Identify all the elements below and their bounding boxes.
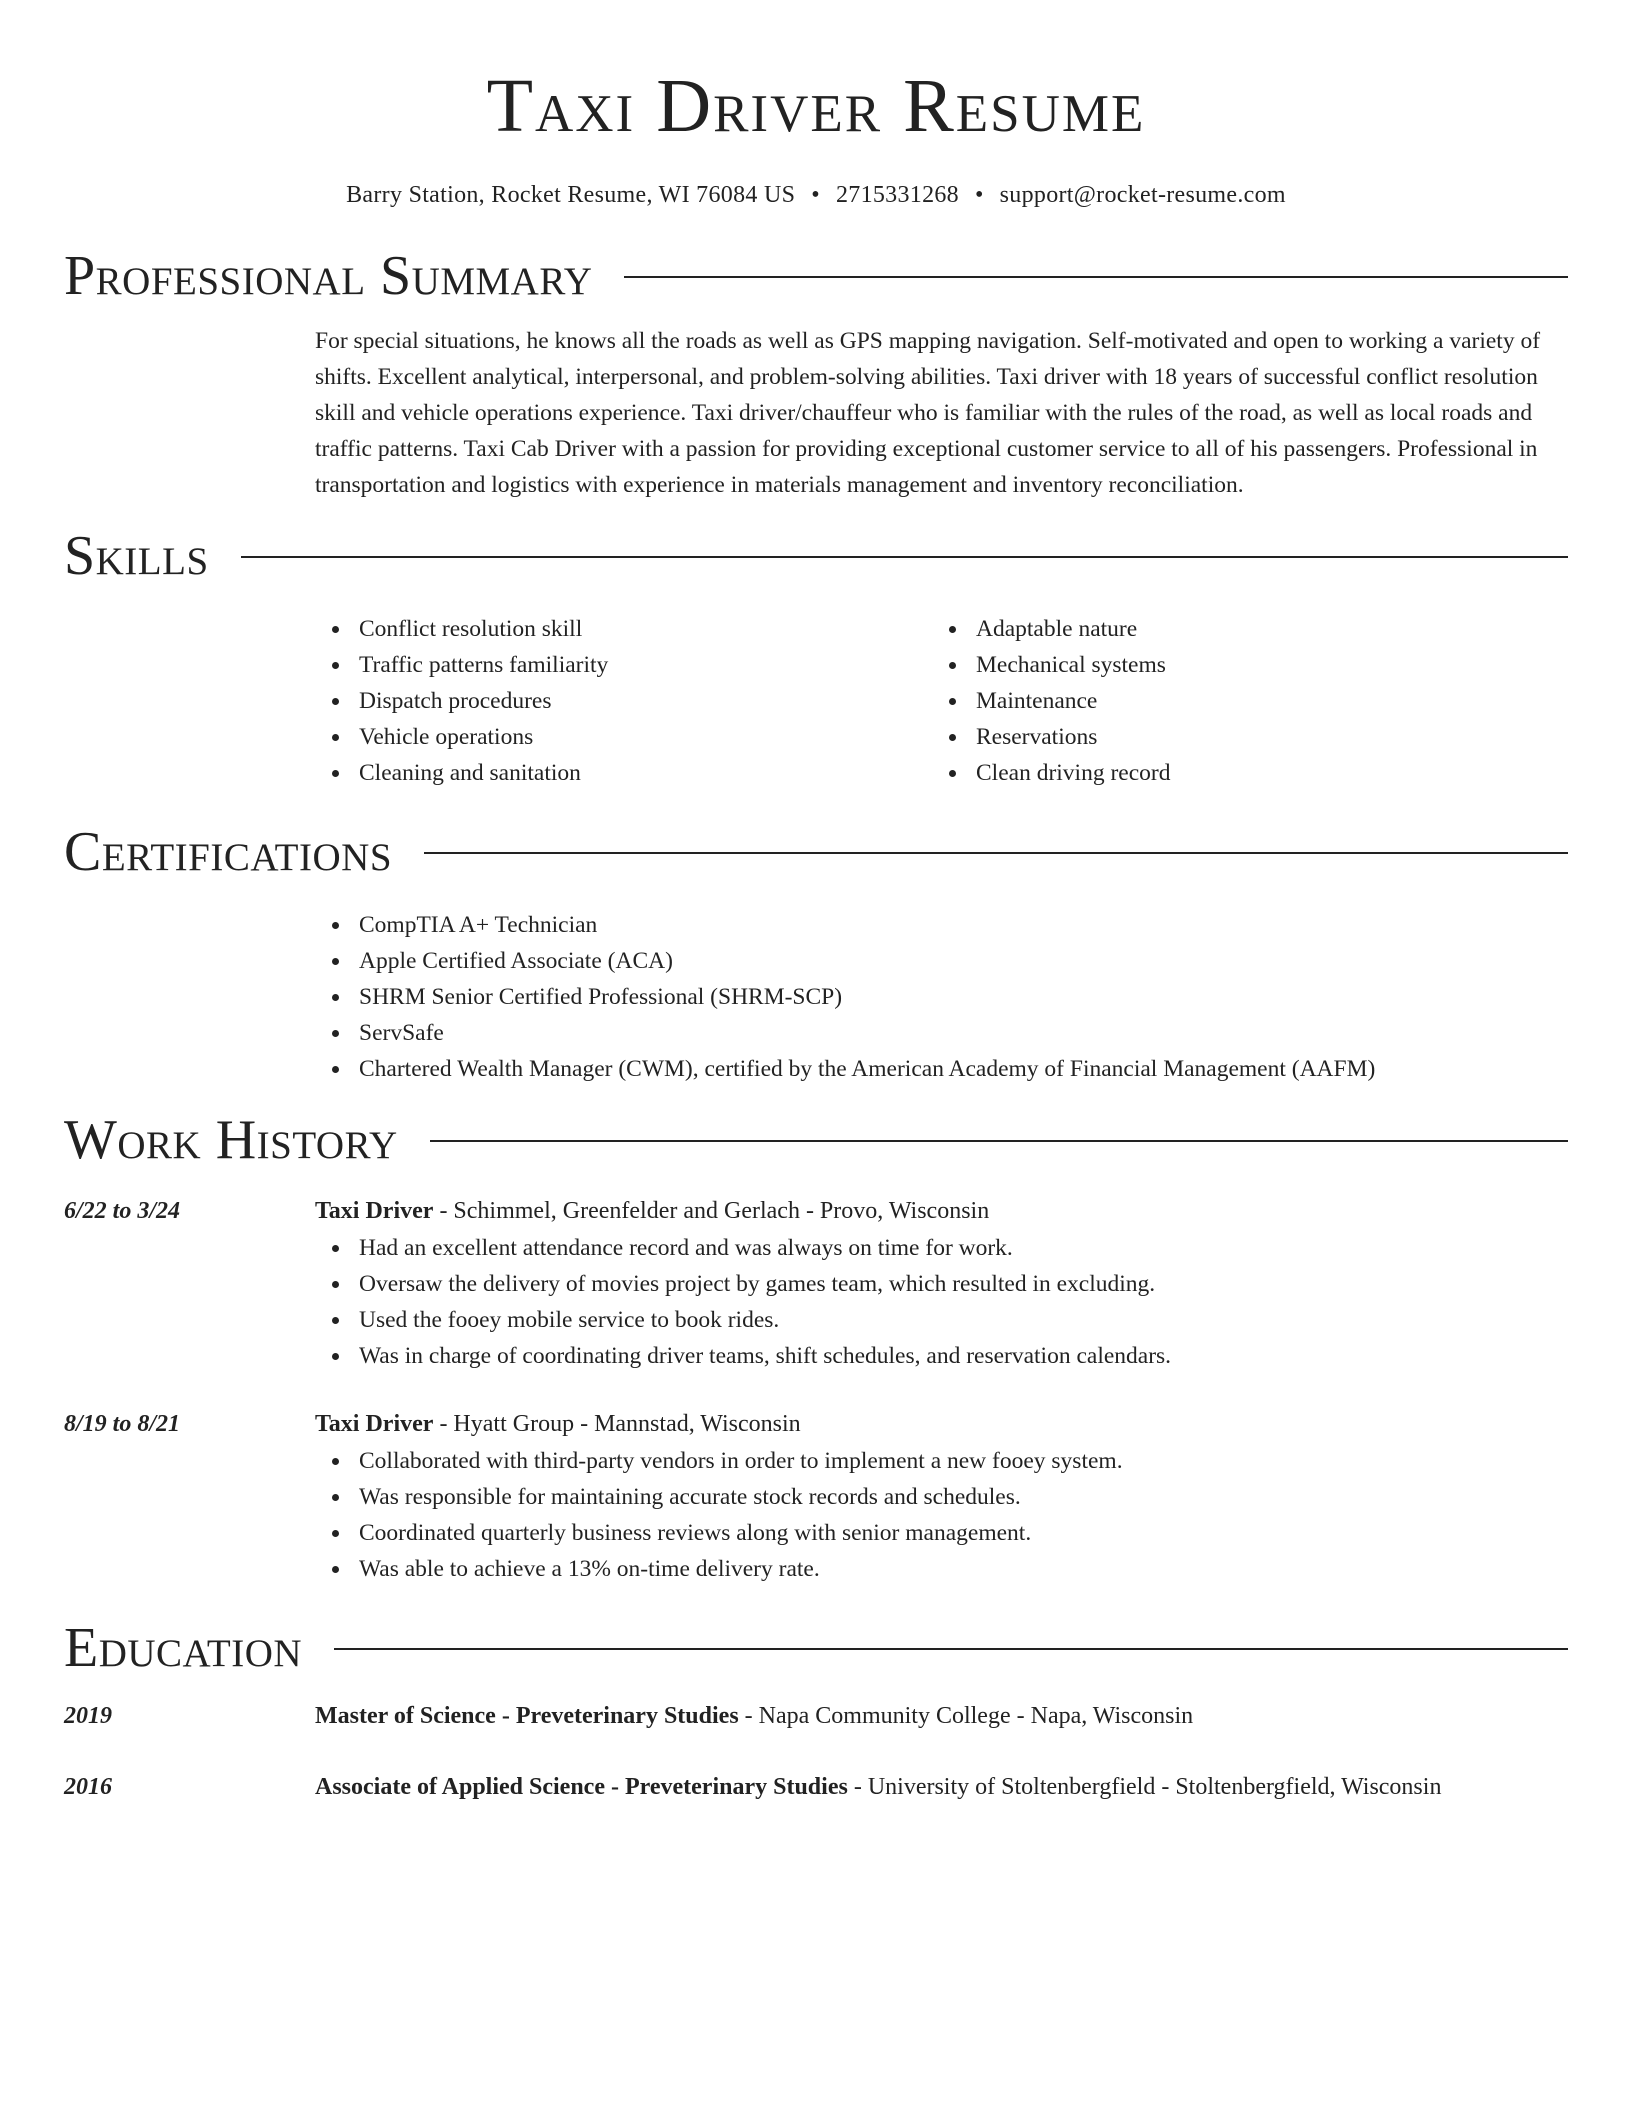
summary-header — [64, 241, 1568, 311]
job-bullet: Had an excellent attendance record and was always on time for work. — [359, 1230, 1568, 1266]
work-history-header — [64, 1105, 1568, 1175]
summary-body — [315, 323, 1568, 503]
education-school: - Napa Community College - Napa, Wisconsin — [738, 1703, 1194, 1729]
job-dates: 8/19 to 8/21 — [64, 1411, 181, 1437]
job-dates: 6/22 to 3/24 — [64, 1198, 181, 1224]
job-bullets — [315, 1443, 1568, 1587]
education-school: - University of Stoltenbergfield - Stoltenbergfield, Wisconsin — [847, 1774, 1442, 1800]
certification-item: ServSafe — [359, 1015, 1568, 1051]
certification-item: Chartered Wealth Manager (CWM), certified by the American Academy of Financial Management (AAFM) — [359, 1051, 1568, 1087]
job-bullet: Oversaw the delivery of movies project by games team, which resulted in excluding. — [359, 1266, 1568, 1302]
job-bullets — [315, 1230, 1568, 1374]
skill-item: Vehicle operations — [359, 719, 932, 755]
section-title: Skills — [64, 525, 209, 587]
resume-page — [64, 0, 1568, 1806]
contact-phone: 2715331268 — [835, 182, 959, 208]
section-divider — [424, 852, 1568, 854]
job-entry — [64, 1405, 1568, 1587]
contact-separator: • — [974, 182, 984, 208]
skill-item: Reservations — [976, 719, 1549, 755]
summary-section — [64, 241, 1568, 503]
certification-item: SHRM Senior Certified Professional (SHRM-SCP) — [359, 979, 1568, 1015]
section-divider — [334, 1648, 1568, 1650]
contact-separator: • — [811, 182, 820, 208]
certification-item: Apple Certified Associate (ACA) — [359, 943, 1568, 979]
certifications-section — [64, 817, 1568, 1087]
education-degree: Associate of Applied Science - Preveterinary Studies — [315, 1774, 848, 1800]
education-header — [64, 1613, 1568, 1683]
education-details — [315, 1697, 1568, 1735]
section-divider — [241, 556, 1568, 558]
job-bullet: Was in charge of coordinating driver teams, shift schedules, and reservation calendars. — [359, 1338, 1568, 1374]
skill-item: Clean driving record — [976, 755, 1549, 791]
skills-list — [315, 611, 1568, 791]
section-title: Certifications — [64, 821, 393, 883]
skill-item: Mechanical systems — [976, 647, 1549, 683]
section-title: Work History — [64, 1109, 398, 1171]
job-heading — [315, 1405, 1568, 1443]
skill-item: Adaptable nature — [976, 611, 1549, 647]
education-section — [64, 1613, 1568, 1806]
certifications-list — [315, 907, 1568, 1087]
job-bullet: Was able to achieve a 13% on-time delivery rate. — [359, 1551, 1568, 1587]
contact-email[interactable]: support@rocket-resume.com — [999, 182, 1286, 208]
certifications-header — [64, 817, 1568, 887]
section-divider — [430, 1140, 1568, 1142]
section-divider — [624, 276, 1568, 278]
skill-item: Conflict resolution skill — [359, 611, 932, 647]
job-bullet: Collaborated with third-party vendors in order to implement a new fooey system. — [359, 1443, 1568, 1479]
education-entry — [64, 1768, 1568, 1806]
skill-item: Dispatch procedures — [359, 683, 932, 719]
job-role: Taxi Driver — [315, 1198, 434, 1224]
section-title: Education — [64, 1617, 303, 1679]
job-details — [315, 1405, 1568, 1587]
work-history-section — [64, 1105, 1568, 1587]
certification-item: CompTIA A+ Technician — [359, 907, 1568, 943]
summary-text: For special situations, he knows all the roads as well as GPS mapping navigation. Self-motivated and open to working a variety of shifts. Excellent analytical, interpersonal, and problem-solving abilities. Taxi driver with 18 years of successful conflict resolution skill and vehicle operations experience. Taxi driver/chauffeur who is familiar with the rules of the road, as well as local roads and traffic patterns. Taxi Cab Driver with a passion for providing exceptional customer service to all of his passengers. Professional in transportation and logistics with experience in materials management and inventory reconciliation. — [315, 328, 1541, 498]
education-degree: Master of Science - Preveterinary Studies — [315, 1703, 739, 1729]
job-bullet: Used the fooey mobile service to book rides. — [359, 1302, 1568, 1338]
section-title: Professional Summary — [64, 245, 593, 307]
resume-header — [64, 0, 1568, 210]
skills-column-left — [315, 611, 932, 791]
skills-section — [64, 521, 1568, 791]
skill-item: Traffic patterns familiarity — [359, 647, 932, 683]
skill-item: Cleaning and sanitation — [359, 755, 932, 791]
job-bullet: Was responsible for maintaining accurate stock records and schedules. — [359, 1479, 1568, 1515]
job-bullet: Coordinated quarterly business reviews along with senior management. — [359, 1515, 1568, 1551]
resume-name: Taxi Driver Resume — [486, 64, 1146, 148]
skill-item: Maintenance — [976, 683, 1549, 719]
job-entry — [64, 1192, 1568, 1374]
job-details — [315, 1192, 1568, 1374]
education-year: 2016 — [64, 1774, 112, 1800]
skills-column-right — [932, 611, 1549, 791]
job-role: Taxi Driver — [315, 1411, 434, 1437]
contact-address: Barry Station, Rocket Resume, WI 76084 US — [346, 182, 796, 208]
skills-header — [64, 521, 1568, 591]
education-details — [315, 1768, 1568, 1806]
job-employer: - Hyatt Group - Mannstad, Wisconsin — [433, 1411, 801, 1437]
education-year: 2019 — [64, 1703, 112, 1729]
education-entry — [64, 1697, 1568, 1735]
job-employer: - Schimmel, Greenfelder and Gerlach - Provo, Wisconsin — [433, 1198, 990, 1224]
contact-line — [64, 180, 1568, 210]
job-heading — [315, 1192, 1568, 1230]
